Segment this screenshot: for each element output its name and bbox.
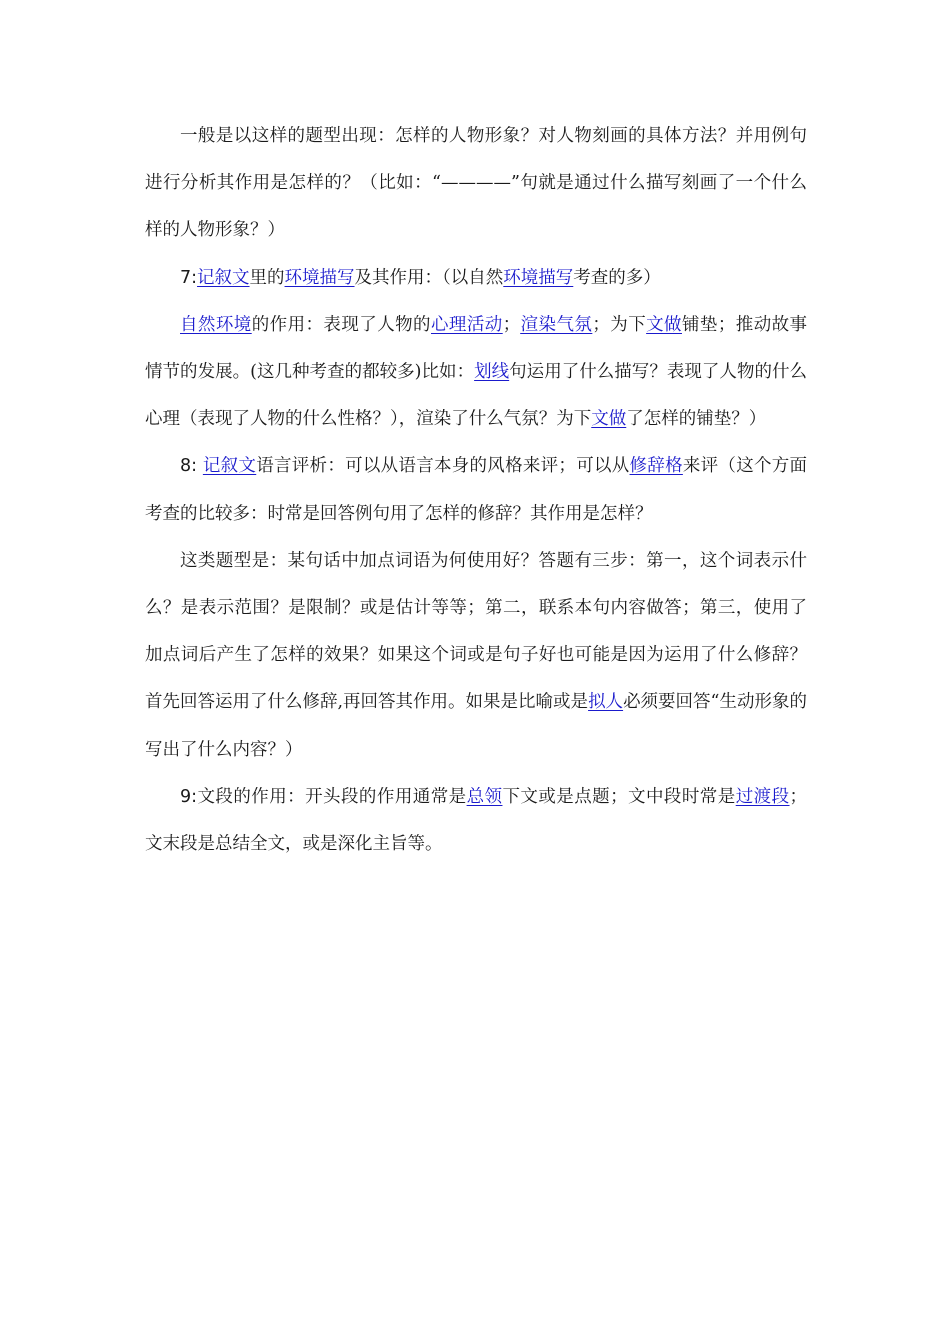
paragraph-8-language-analysis	[145, 443, 807, 537]
text-segment: 下文或是点题；文中段时常是	[502, 786, 736, 807]
hyperlink[interactable]: 环境描写	[284, 267, 355, 288]
paragraph-9-section-role	[145, 774, 807, 868]
text-segment: 及其作用：（以自然	[354, 267, 504, 288]
text-segment: 语言评析：可以从语言本身的风格来评；可以从	[256, 456, 630, 477]
section-number: 9:	[180, 786, 198, 807]
section-number: 8:	[180, 456, 198, 477]
hyperlink[interactable]: 过渡段	[735, 786, 790, 807]
text-segment: 一般是以这样的题型出现：怎样的人物形象？对人物刻画的具体方法？并用例句进行分析其作用是怎样的？（比如：“————”句就是通过什么描写刻画了一个什么样的人物形象？）	[145, 126, 807, 241]
text-segment: 的作用：表现了人物的	[251, 314, 431, 335]
text-segment: ；	[502, 314, 521, 335]
hyperlink[interactable]: 划线	[474, 362, 510, 383]
hyperlink[interactable]: 心理活动	[430, 314, 503, 335]
hyperlink[interactable]: 文做	[591, 409, 627, 430]
hyperlink[interactable]: 总领	[466, 786, 503, 807]
text-segment: 句运用了什么描写？表现了人物的什么心理（表现了人物的什么性格？），渲染了什么气氛？为下	[145, 362, 808, 430]
text-segment: ；为下	[592, 314, 647, 335]
hyperlink[interactable]: 记叙文	[197, 267, 250, 288]
hyperlink[interactable]: 修辞格	[629, 456, 683, 477]
text-segment: 这类题型是：某句话中加点词语为何使用好？答题有三步：第一，这个词表示什么？是表示范围？是限制？或是估计等等；第二，联系本句内容做答；第三，使用了加点词后产生了怎样的效果？如果这个词或是句子好也可能是因为运用了什么修辞？首先回答运用了什么修辞,再回答其作用。如果是比喻或是	[145, 550, 807, 713]
document-body	[145, 113, 807, 868]
paragraph-natural-environment-role	[145, 302, 807, 444]
text-segment: 考查的多）	[573, 267, 661, 288]
hyperlink[interactable]: 自然环境	[180, 314, 252, 335]
text-segment: 里的	[249, 267, 285, 288]
paragraph-dotted-words-question	[145, 538, 807, 774]
hyperlink[interactable]: 渲染气氛	[520, 314, 593, 335]
hyperlink[interactable]: 文做	[646, 314, 682, 335]
text-segment: ；文末段是总结全文，或是深化主旨等。	[145, 786, 808, 855]
hyperlink[interactable]: 拟人	[588, 692, 624, 713]
paragraph-7-environment-heading	[145, 255, 807, 302]
hyperlink[interactable]: 记叙文	[202, 456, 257, 477]
text-segment: 来评（这个方面考查的比较多：时常是回答例句用了怎样的修辞？其作用是怎样？	[145, 456, 808, 524]
hyperlink[interactable]: 环境描写	[503, 267, 574, 288]
text-segment: 文段的作用：开头段的作用通常是	[197, 786, 467, 807]
text-segment: 铺垫；推动故事情节的发展。(这几种考查的都较多)比如：	[145, 314, 808, 383]
section-number: 7:	[180, 267, 198, 288]
paragraph-character-portrayal	[145, 113, 807, 255]
text-segment: 了怎样的铺垫？）	[626, 409, 767, 430]
text-segment: 必须要回答“生动形象的写出了什么内容？）	[145, 692, 808, 760]
